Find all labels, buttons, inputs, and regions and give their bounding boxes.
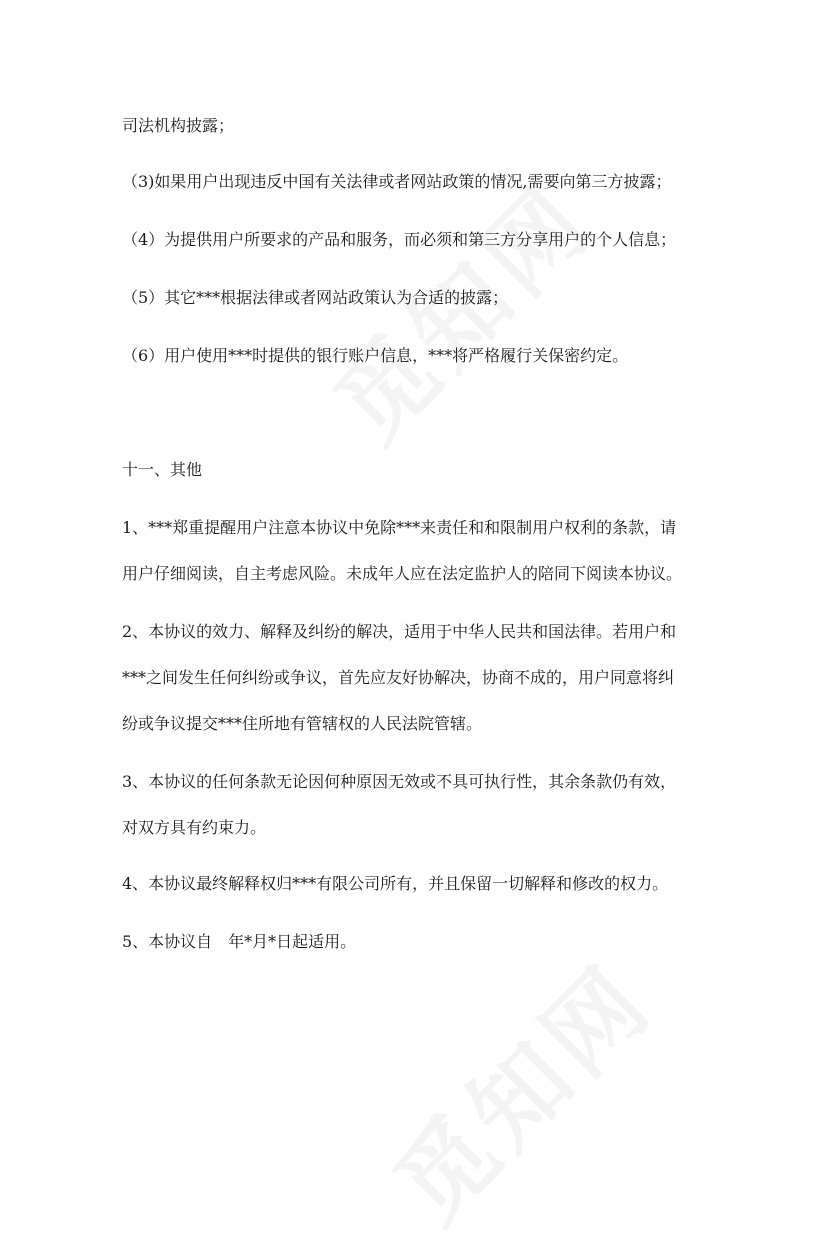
item-2-line-3: 纷或争议提交***住所地有管辖权的人民法院管辖。	[122, 714, 483, 733]
paragraph-disclosure-3: （3)如果用户出现违反中国有关法律或者网站政策的情况,需要向第三方披露；	[122, 172, 672, 191]
section-title: 十一、其他	[122, 460, 203, 479]
paragraph-disclosure-5: （5）其它***根据法律或者网站政策认为合适的披露；	[122, 288, 509, 307]
watermark	[360, 929, 677, 1246]
item-4: 4、本协议最终解释权归***有限公司所有，并且保留一切解释和修改的权力。	[122, 874, 669, 893]
item-5: 5、本协议自 年*月*日起适用。	[122, 932, 357, 951]
paragraph-disclosure-4: （4）为提供用户所要求的产品和服务，而必须和第三方分享用户的个人信息；	[122, 230, 677, 249]
item-1-line-2: 用户仔细阅读，自主考虑风险。未成年人应在法定监护人的陪同下阅读本协议。	[122, 564, 683, 583]
paragraph-disclosure-6: （6）用户使用***时提供的银行账户信息，***将严格履行关保密约定。	[122, 346, 629, 365]
item-2-line-1: 2、本协议的效力、解释及纠纷的解决，适用于中华人民共和国法律。若用户和	[122, 622, 677, 641]
item-3-line-2: 对双方具有约束力。	[122, 818, 267, 837]
item-3-line-1: 3、本协议的任何条款无论因何种原因无效或不具可执行性，其余条款仍有效，	[122, 772, 677, 791]
item-2-line-2: ***之间发生任何纠纷或争议，首先应友好协解决，协商不成的，用户同意将纠	[122, 668, 675, 687]
paragraph-disclosure-judicial: 司法机构披露；	[122, 116, 235, 135]
item-1-line-1: 1、***郑重提醒用户注意本协议中免除***来责任和和限制用户权利的条款，请	[122, 518, 677, 537]
